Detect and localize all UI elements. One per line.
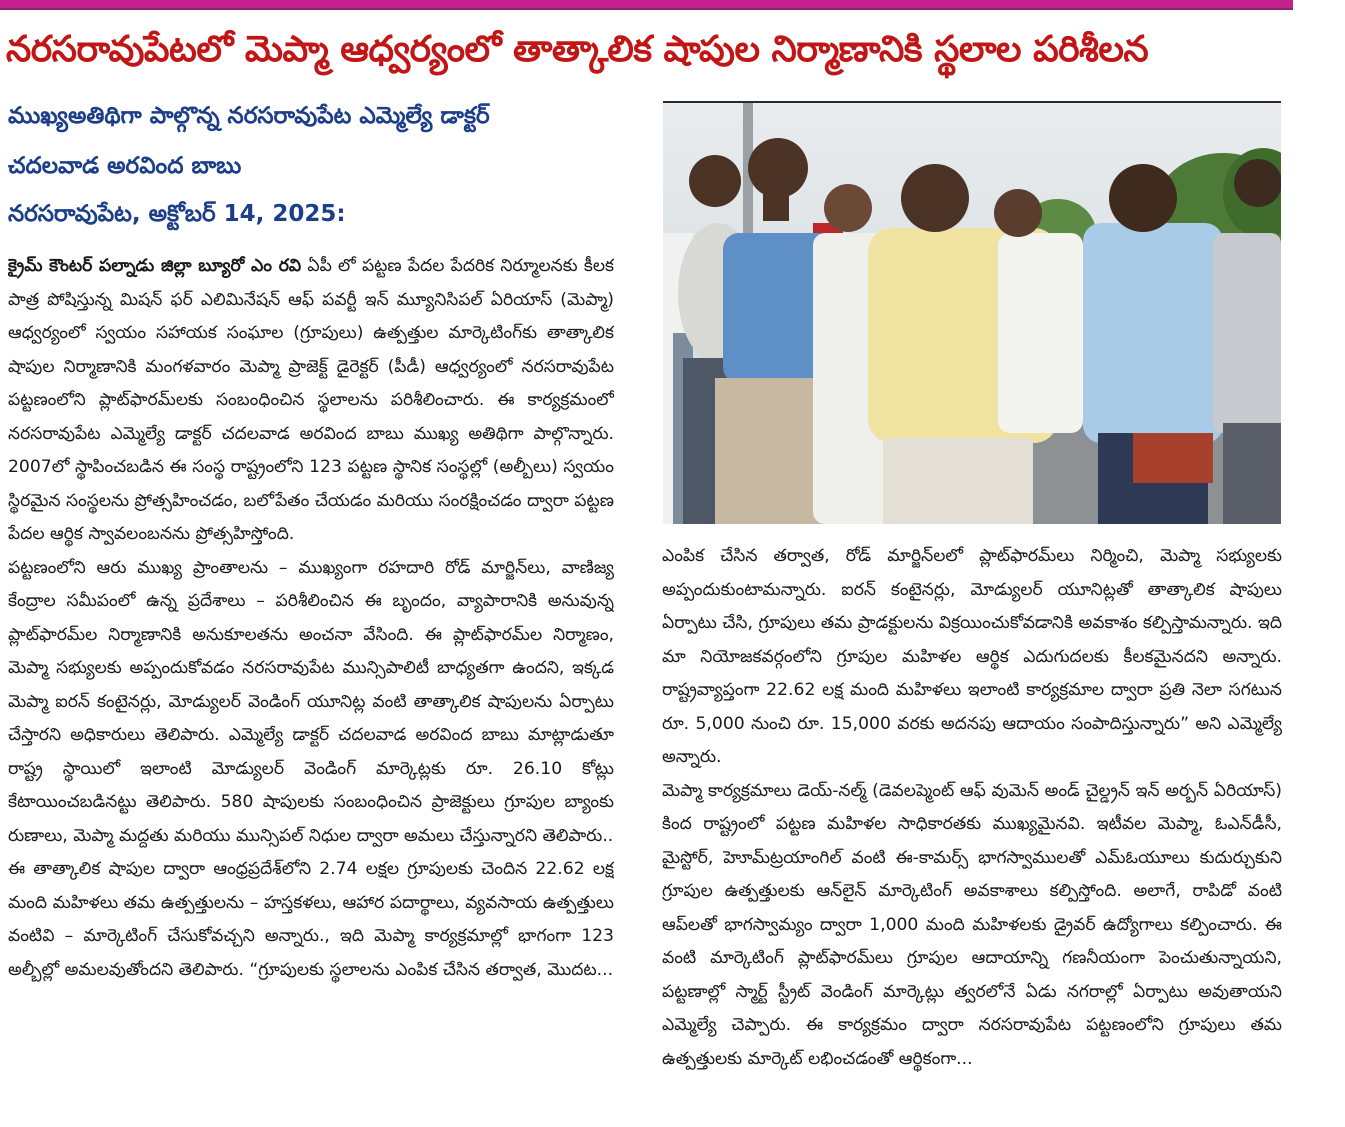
top-rule-shadow bbox=[0, 8, 1293, 10]
news-photo bbox=[663, 101, 1281, 524]
reporter-credit: క్రైమ్ కౌంటర్ పల్నాడు జిల్లా బ్యూరో ఎం రవి bbox=[8, 256, 302, 276]
article-headline: నరసరావుపేటలో మెప్మా ఆధ్వర్యంలో తాత్కాలిక షాపుల నిర్మాణానికి స్థలాల పరిశీలన bbox=[6, 29, 1149, 70]
paragraph-intro-text: ఏపీ లో పట్టణ పేదల పేదరిక నిర్మూలనకు కీలక పాత్ర పోషిస్తున్న మిషన్ ఫర్ ఎలిమినేషన్ ఆఫ్ పవర్టీ ఇన్ మ్యూనిసిపల్ ఏరియాస్ (మెప్మా) ఆధ్వర్యంలో స్వయం సహాయక సంఘాల (గ్రూపులు) ఉత్పత్తుల మార్కెటింగ్‌కు తాత్కాలిక షాపుల నిర్మాణానికి మంగళవారం మెప్మా ప్రాజెక్ట్ డైరెక్టర్ (పీడీ) ఆధ్వర్యంలో నరసరావుపేట పట్టణంలోని ప్లాట్‌ఫారమ్‌లకు సంబంధించిన స్థలాలను పరిశీలించారు. ఈ కార్యక్రమంలో నరసరావుపేట ఎమ్మెల్యే డాక్టర్ చదలవాడ అరవింద బాబు ముఖ్య అతిథిగా పాల్గొన్నారు. 2007లో స్థాపించబడిన ఈ సంస్థ రాష్ట్రంలోని 123 పట్టణ స్థానిక సంస్థల్లో (అల్బీలు) స్వయం స్థిరమైన సంస్థలను ప్రోత్సహించడం, బలోపేతం చేయడం మరియు సంరక్షించడం ద్వారా పట్టణ పేదల ఆర్థిక స్వావలంబనను ప్రోత్సహిస్తోంది. bbox=[8, 256, 614, 544]
paragraph-benefits: ఈ తాత్కాలిక షాపుల ద్వారా ఆంధ్రప్రదేశ్‌లోని 2.74 లక్షల గ్రూపులకు చెందిన 22.62 లక్ష మంది మహిళలు తమ ఉత్పత్తులను – హస్తకళలు, ఆహార పదార్థాలు, వ్యవసాయ ఉత్పత్తులు వంటివి – మార్కెటింగ్ చేసుకోవచ్చని అన్నారు., ఇది మెప్మా కార్యక్రమాల్లో భాగంగా 123 అల్బీల్లో అమలవుతోందని తెలిపారు. “గ్రూపులకు స్థలాలను ఎంపిక చేసిన తర్వాత, మొదట... bbox=[8, 859, 614, 980]
news-photo-illustration bbox=[663, 103, 1281, 524]
paragraph-mla-quote: ఎంపిక చేసిన తర్వాత, రోడ్ మార్జిన్‌లలో ప్లాట్‌ఫారమ్‌లు నిర్మించి, మెప్మా సభ్యులకు అప్పందుకుంటామన్నారు. ఐరన్ కంటైనర్లు, మోడ్యులర్ యూనిట్లతో తాత్కాలిక షాపులు ఏర్పాటు చేసి, గ్రూపులు తమ ప్రాడక్టులను విక్రయించుకోవడానికి అవకాశం కల్పిస్తామన్నారు. ఇది మా నియోజకవర్గంలోని గ్రూపుల మహిళల ఆర్థిక ఎదుగుదలకు కీలకమైనదని అన్నారు. రాష్ట్రవ్యాప్తంగా 22.62 లక్ష మంది మహిళలు ఇలాంటి కార్యక్రమాల ద్వారా ప్రతి నెలా సగటున రూ. 5,000 నుంచి రూ. 15,000 వరకు అదనపు ఆదాయం సంపాదిస్తున్నారు” అని ఎమ్మెల్యే అన్నారు. bbox=[662, 546, 1282, 767]
paragraph-intro bbox=[8, 250, 614, 552]
paragraph-inspection: పట్టణంలోని ఆరు ముఖ్య ప్రాంతాలను – ముఖ్యంగా రహదారి రోడ్ మార్జిన్‌లు, వాణిజ్య కేంద్రాల సమీపంలో ఉన్న ప్రదేశాలు – పరిశీలించిన ఈ బృందం, వ్యాపారానికి అనువున్న ప్లాట్‌ఫారమ్‌ల నిర్మాణానికి అనుకూలతను అంచనా వేసింది. ఈ ప్లాట్‌ఫారమ్‌ల నిర్మాణం, మెప్మా సభ్యులకు అప్పందుకోవడం నరసరావుపేట మున్సిపాలిటీ బాధ్యతగా ఉందని, ఇక్కడ మెప్మా ఐరన్ కంటైనర్లు, మోడ్యులర్ వెండింగ్ యూనిట్ల వంటి తాత్కాలిక షాపులను ఏర్పాటు చేస్తారని అధికారులు తెలిపారు. ఎమ్మెల్యే డాక్టర్ చదలవాడ అరవింద బాబు మాట్లాడుతూ రాష్ట్ర స్థాయిలో ఇలాంటి మోడ్యులర్ వెండింగ్ మార్కెట్లకు రూ. 26.10 కోట్లు కేటాయించబడినట్టు తెలిపారు. 580 షాపులకు సంబంధించిన ప్రాజెక్టులు గ్రూపుల బ్యాంకు రుణాలు, మెప్మా మద్దతు మరియు మున్సిపల్ నిధుల ద్వారా అమలు చేస్తున్నారని తెలిపారు.. bbox=[8, 557, 614, 846]
left-text-column bbox=[8, 250, 614, 1127]
paragraph-mepma-programs: మెప్మా కార్యక్రమాలు డెయ్-నల్మ్ (డెవలప్మెంట్ ఆఫ్ వుమెన్ అండ్ చైల్డ్రన్ ఇన్ అర్బన్ ఏరియాస్) కింద రాష్ట్రంలో పట్టణ మహిళల సాధికారతకు ముఖ్యమైనవి. ఇటీవల మెప్మా, ఓఎన్‌డీసీ, మైస్టోర్, హెూమ్‌ట్రయాంగిల్ వంటి ఈ-కామర్స్ భాగస్వాములతో ఎమ్‌ఓయూలు కుదుర్చుకుని గ్రూపుల ఉత్పత్తులకు ఆన్‌లైన్ మార్కెటింగ్ అవకాశాలు కల్పిస్తోంది. అలాగే, రాపిడో వంటి ఆప్‌లతో భాగస్వామ్యం ద్వారా 1,000 మంది మహిళలకు డ్రైవర్ ఉద్యోగాలు కల్పించారు. ఈ వంటి మార్కెటింగ్ ప్లాట్‌ఫారమ్‌లు గ్రూపుల ఆదాయాన్ని గణనీయంగా పెంచుతున్నాయని, పట్టణాల్లో స్మార్ట్ స్ట్రీట్ వెండింగ్ మార్కెట్లు త్వరలోనే ఏడు నగరాల్లో ఏర్పాటు అవుతాయని ఎమ్మెల్యే చెప్పారు. ఈ కార్యక్రమం ద్వారా నరసరావుపేట పట్టణంలోని గ్రూపులు తమ ఉత్పత్తులకు మార్కెట్ లభించడంతో ఆర్థికంగా... bbox=[662, 780, 1282, 1069]
dateline: నరసరావుపేట, అక్టోబర్ 14, 2025: bbox=[8, 201, 346, 227]
subhead-chief-guest: ముఖ్యఅతిథిగా పాల్గొన్న నరసరావుపేట ఎమ్మెల్యే డాక్టర్ bbox=[8, 103, 490, 129]
subhead-mla-name: చదలవాడ అరవింద బాబు bbox=[8, 153, 242, 179]
top-color-rule bbox=[0, 0, 1293, 8]
right-text-column bbox=[662, 540, 1282, 1127]
